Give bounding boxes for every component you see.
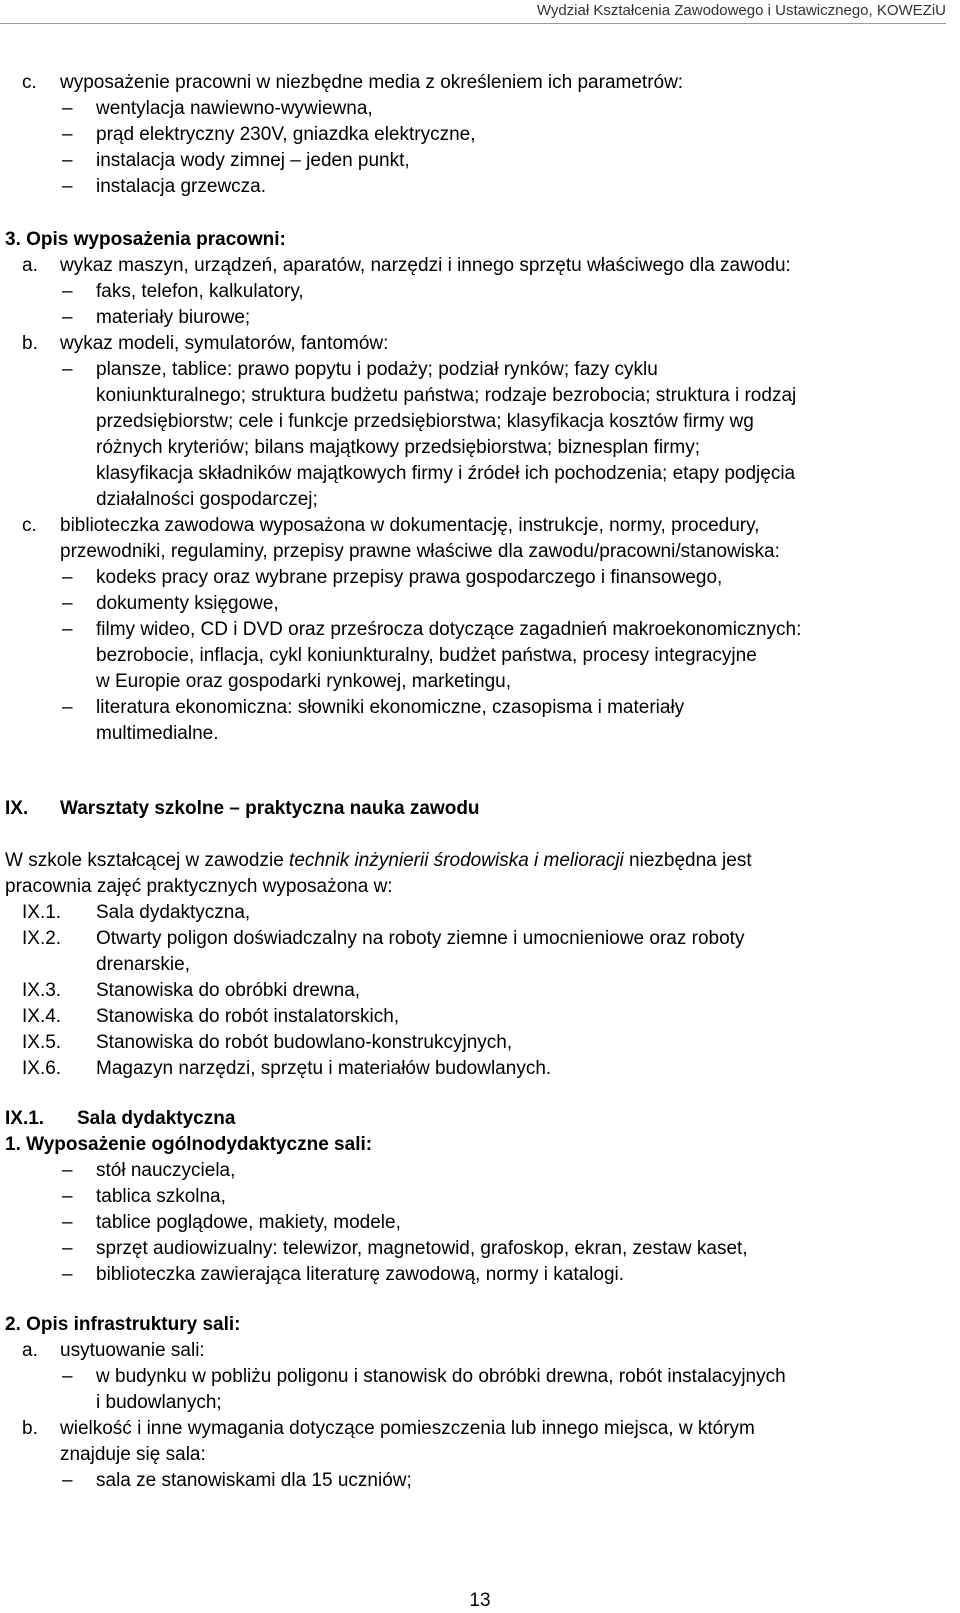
dash-bullet: –: [62, 1160, 73, 1181]
list-item: tablica szkolna,: [96, 1186, 226, 1207]
dash-bullet: –: [62, 619, 73, 640]
header-rule: [0, 23, 946, 24]
list-item: instalacja wody zimnej – jeden punkt,: [96, 150, 410, 171]
dash-bullet: –: [62, 1238, 73, 1259]
list-item-line: plansze, tablice: prawo popytu i podaży; podział rynków; fazy cyklu: [96, 359, 658, 380]
list-item: materiały biurowe;: [96, 307, 251, 328]
list-item-line: działalności gospodarczej;: [96, 489, 318, 510]
list-item-line: przewodniki, regulaminy, przepisy prawne właściwe dla zawodu/pracowni/stanowiska:: [60, 541, 780, 562]
dash-bullet: –: [62, 567, 73, 588]
intro-text: niezbędna jest: [623, 850, 752, 871]
list-number: IX.6.: [22, 1058, 62, 1079]
dash-bullet: –: [62, 1186, 73, 1207]
list-item: wykaz modeli, symulatorów, fantomów:: [60, 333, 389, 354]
section-heading: 3. Opis wyposażenia pracowni:: [5, 229, 286, 250]
subsection-title: Sala dydaktyczna: [77, 1108, 236, 1129]
list-item: sprzęt audiowizualny: telewizor, magnetowid, grafoskop, ekran, zestaw kaset,: [96, 1238, 748, 1259]
list-item-line: wielkość i inne wymagania dotyczące pomieszczenia lub innego miejsca, w którym: [60, 1418, 755, 1439]
section-number: IX.: [5, 798, 29, 819]
list-item-line: filmy wideo, CD i DVD oraz prześrocza dotyczące zagadnień makroekonomicznych:: [96, 619, 802, 640]
list-item-line: multimedialne.: [96, 723, 219, 744]
dash-bullet: –: [62, 307, 73, 328]
dash-bullet: –: [62, 1264, 73, 1285]
intro-paragraph: [5, 850, 929, 872]
dash-bullet: –: [62, 98, 73, 119]
list-marker: b.: [22, 333, 38, 354]
dash-bullet: –: [62, 593, 73, 614]
list-item-line: w budynku w pobliżu poligonu i stanowisk do obróbki drewna, robót instalacyjnych: [96, 1366, 786, 1387]
occupation-name: technik inżynierii środowiska i melioracji: [289, 850, 624, 871]
subsection-number: IX.1.: [5, 1108, 45, 1129]
list-marker: c.: [22, 72, 37, 93]
dash-bullet: –: [62, 176, 73, 197]
list-number: IX.5.: [22, 1032, 62, 1053]
list-item: usytuowanie sali:: [60, 1340, 205, 1361]
subsection-heading: 2. Opis infrastruktury sali:: [5, 1314, 241, 1335]
dash-bullet: –: [62, 124, 73, 145]
running-header: Wydział Kształcenia Zawodowego i Ustawicznego, KOWEZiU: [536, 2, 946, 19]
list-item: instalacja grzewcza.: [96, 176, 267, 197]
list-item: dokumenty księgowe,: [96, 593, 279, 614]
list-item-line: w Europie oraz gospodarki rynkowej, marketingu,: [96, 671, 512, 692]
list-item: Magazyn narzędzi, sprzętu i materiałów budowlanych.: [96, 1058, 552, 1079]
dash-bullet: –: [62, 359, 73, 380]
intro-text: W szkole kształcącej w zawodzie: [5, 850, 290, 871]
list-item: sala ze stanowiskami dla 15 uczniów;: [96, 1470, 412, 1491]
list-item: Stanowiska do robót budowlano-konstrukcyjnych,: [96, 1032, 513, 1053]
list-item: prąd elektryczny 230V, gniazdka elektryczne,: [96, 124, 476, 145]
list-item-line: znajduje się sala:: [60, 1444, 206, 1465]
dash-bullet: –: [62, 281, 73, 302]
list-item: Sala dydaktyczna,: [96, 902, 251, 923]
list-item-line: klasyfikacja składników majątkowych firmy i źródeł ich pochodzenia; etapy podjęcia: [96, 463, 796, 484]
intro-paragraph-line: pracownia zajęć praktycznych wyposażona w:: [5, 876, 393, 897]
list-item: biblioteczka zawierająca literaturę zawodową, normy i katalogi.: [96, 1264, 625, 1285]
list-marker: a.: [22, 255, 38, 276]
dash-bullet: –: [62, 1212, 73, 1233]
list-item-line: koniunkturalnego; struktura budżetu państwa; rodzaje bezrobocia; struktura i rodzaj: [96, 385, 797, 406]
list-item-line: przedsiębiorstw; cele i funkcje przedsiębiorstwa; klasyfikacja kosztów firmy wg: [96, 411, 754, 432]
list-item-line: literatura ekonomiczna: słowniki ekonomiczne, czasopisma i materiały: [96, 697, 685, 718]
list-number: IX.3.: [22, 980, 62, 1001]
list-item-line: i budowlanych;: [96, 1392, 222, 1413]
list-marker: a.: [22, 1340, 38, 1361]
dash-bullet: –: [62, 697, 73, 718]
list-number: IX.2.: [22, 928, 62, 949]
list-item: wyposażenie pracowni w niezbędne media z określeniem ich parametrów:: [60, 72, 684, 93]
subsection-heading: 1. Wyposażenie ogólnodydaktyczne sali:: [5, 1134, 373, 1155]
list-item: faks, telefon, kalkulatory,: [96, 281, 304, 302]
list-item: Stanowiska do robót instalatorskich,: [96, 1006, 400, 1027]
page-number: 13: [469, 1590, 491, 1611]
list-item: wentylacja nawiewno-wywiewna,: [96, 98, 373, 119]
list-item-line: drenarskie,: [96, 954, 190, 975]
list-item: stół nauczyciela,: [96, 1160, 236, 1181]
list-item: wykaz maszyn, urządzeń, aparatów, narzędzi i innego sprzętu właściwego dla zawodu:: [60, 255, 791, 276]
list-item-line: bezrobocie, inflacja, cykl koniunkturalny, budżet państwa, procesy integracyjne: [96, 645, 757, 666]
list-item-line: Otwarty poligon doświadczalny na roboty ziemne i umocnieniowe oraz roboty: [96, 928, 745, 949]
list-item: kodeks pracy oraz wybrane przepisy prawa gospodarczego i finansowego,: [96, 567, 723, 588]
list-item: tablice poglądowe, makiety, modele,: [96, 1212, 401, 1233]
dash-bullet: –: [62, 150, 73, 171]
list-item-line: biblioteczka zawodowa wyposażona w dokumentację, instrukcje, normy, procedury,: [60, 515, 760, 536]
list-marker: b.: [22, 1418, 38, 1439]
dash-bullet: –: [62, 1366, 73, 1387]
list-item: Stanowiska do obróbki drewna,: [96, 980, 361, 1001]
list-item-line: różnych kryteriów; bilans majątkowy przedsiębiorstwa; biznesplan firmy;: [96, 437, 701, 458]
list-number: IX.1.: [22, 902, 62, 923]
section-title: Warsztaty szkolne – praktyczna nauka zawodu: [60, 798, 480, 819]
list-number: IX.4.: [22, 1006, 62, 1027]
dash-bullet: –: [62, 1470, 73, 1491]
list-marker: c.: [22, 515, 37, 536]
